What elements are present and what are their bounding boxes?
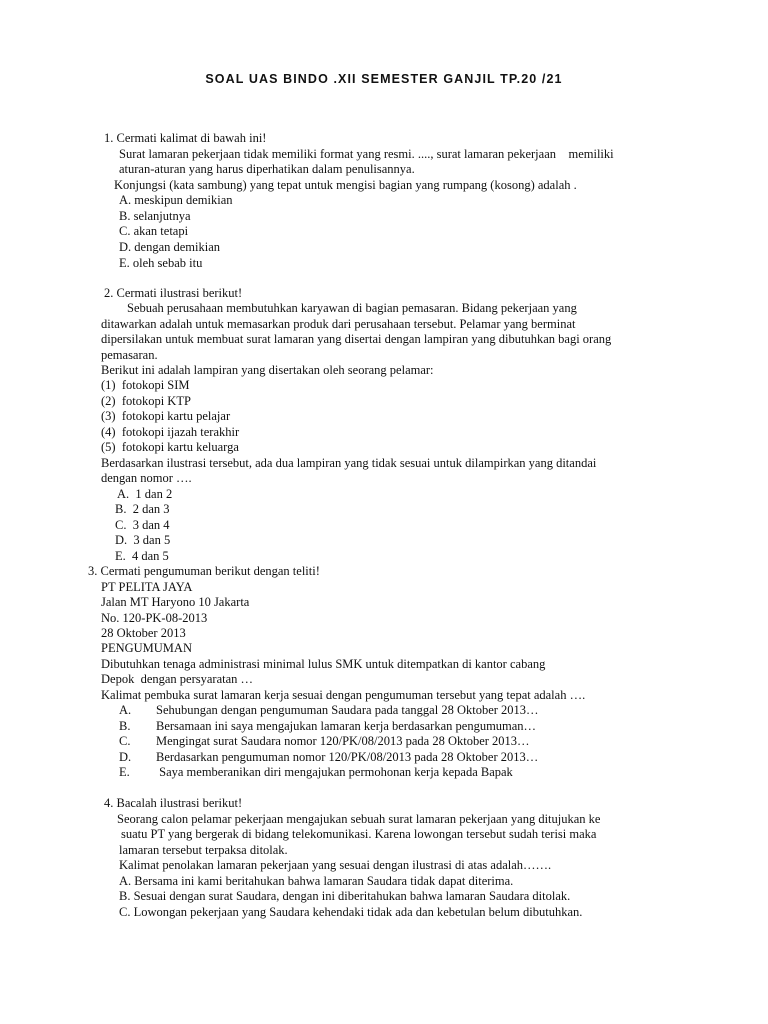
announcement-body: Dibutuhkan tenaga administrasi minimal lulus SMK untuk ditempatkan di kantor cabang: [101, 657, 546, 671]
announcement-title: PENGUMUMAN: [101, 641, 192, 655]
question-3-option-letter: A.: [119, 703, 132, 717]
question-1-option-b: B. selanjutnya: [119, 209, 191, 223]
announcement-number: No. 120-PK-08-2013: [101, 611, 208, 625]
question-3-question: Kalimat pembuka surat lamaran kerja sesuai dengan pengumuman tersebut yang tepat adalah ….: [101, 688, 586, 702]
question-4-text: lamaran tersebut terpaksa ditolak.: [119, 843, 288, 857]
announcement-address: Jalan MT Haryono 10 Jakarta: [101, 595, 250, 609]
page-title: SOAL UAS BINDO .XII SEMESTER GANJIL TP.20 /21: [205, 72, 563, 86]
question-4-text: suatu PT yang bergerak di bidang telekomunikasi. Karena lowongan tersebut sudah terisi maka: [121, 827, 597, 841]
question-2-option-b: B. 2 dan 3: [115, 502, 170, 516]
question-2-text: Sebuah perusahaan membutuhkan karyawan di bagian pemasaran. Bidang pekerjaan yang: [127, 301, 577, 315]
question-2-list-item: (5) fotokopi kartu keluarga: [101, 440, 239, 454]
question-2-list-item: (2) fotokopi KTP: [101, 394, 191, 408]
question-1-option-a: A. meskipun demikian: [119, 193, 233, 207]
question-2-list-item: (3) fotokopi kartu pelajar: [101, 409, 231, 423]
question-2-list-item: (1) fotokopi SIM: [101, 378, 190, 392]
question-1-text: aturan-aturan yang harus diperhatikan dalam penulisannya.: [119, 162, 415, 176]
question-1-text: Konjungsi (kata sambung) yang tepat untuk mengisi bagian yang rumpang (kosong) adalah .: [114, 178, 577, 192]
question-3-option-e: Saya memberanikan diri mengajukan permohonan kerja kepada Bapak: [156, 765, 513, 779]
question-1-text: Surat lamaran pekerjaan tidak memiliki format yang resmi. ...., surat lamaran pekerjaan memiliki: [119, 147, 614, 161]
question-2-heading: 2. Cermati ilustrasi berikut!: [104, 286, 243, 300]
question-1-option-d: D. dengan demikian: [119, 240, 221, 254]
question-3-option-a: Sehubungan dengan pengumuman Saudara pada tanggal 28 Oktober 2013…: [156, 703, 539, 717]
question-3-option-letter: D.: [119, 750, 132, 764]
announcement-body: Depok dengan persyaratan …: [101, 672, 254, 686]
question-2-text: pemasaran.: [101, 348, 158, 362]
question-1-option-e: E. oleh sebab itu: [119, 256, 203, 270]
announcement-date: 28 Oktober 2013: [101, 626, 186, 640]
announcement-company: PT PELITA JAYA: [101, 580, 193, 594]
question-2-question: Berdasarkan ilustrasi tersebut, ada dua lampiran yang tidak sesuai untuk dilampirkan yang ditandai: [101, 456, 597, 470]
question-2-option-d: D. 3 dan 5: [115, 533, 171, 547]
question-2-list-item: (4) fotokopi ijazah terakhir: [101, 425, 240, 439]
question-3-option-d: Berdasarkan pengumuman nomor 120/PK/08/2013 pada 28 Oktober 2013…: [156, 750, 539, 764]
question-4-heading: 4. Bacalah ilustrasi berikut!: [104, 796, 243, 810]
question-3-option-letter: E.: [119, 765, 130, 779]
question-1-option-c: C. akan tetapi: [119, 224, 189, 238]
question-2-option-e: E. 4 dan 5: [115, 549, 169, 563]
question-3-heading: 3. Cermati pengumuman berikut dengan teliti!: [88, 564, 320, 578]
question-4-option-a: A. Bersama ini kami beritahukan bahwa lamaran Saudara tidak dapat diterima.: [119, 874, 514, 888]
question-3-option-letter: B.: [119, 719, 131, 733]
question-1-heading: 1. Cermati kalimat di bawah ini!: [104, 131, 267, 145]
question-4-option-b: B. Sesuai dengan surat Saudara, dengan ini diberitahukan bahwa lamaran Saudara ditolak.: [119, 889, 571, 903]
question-3-option-c: Mengingat surat Saudara nomor 120/PK/08/2013 pada 28 Oktober 2013…: [156, 734, 530, 748]
question-2-option-a: A. 1 dan 2: [117, 487, 173, 501]
question-3-option-letter: C.: [119, 734, 131, 748]
question-2-question: dengan nomor ….: [101, 471, 192, 485]
question-4-text: Seorang calon pelamar pekerjaan mengajukan sebuah surat lamaran pekerjaan yang ditujukan ke: [117, 812, 601, 826]
question-2-text: dipersilakan untuk membuat surat lamaran yang disertai dengan lampiran yang dibutuhkan bagi orang: [101, 332, 612, 346]
question-4-option-c: C. Lowongan pekerjaan yang Saudara kehendaki tidak ada dan kebetulan belum dibutuhkan.: [119, 905, 583, 919]
question-2-option-c: C. 3 dan 4: [115, 518, 170, 532]
question-2-text: Berikut ini adalah lampiran yang disertakan oleh seorang pelamar:: [101, 363, 434, 377]
question-3-option-b: Bersamaan ini saya mengajukan lamaran kerja berdasarkan pengumuman…: [156, 719, 537, 733]
question-4-text: Kalimat penolakan lamaran pekerjaan yang sesuai dengan ilustrasi di atas adalah…….: [119, 858, 552, 872]
question-2-text: ditawarkan adalah untuk memasarkan produk dari perusahaan tersebut. Pelamar yang berminat: [101, 317, 576, 331]
